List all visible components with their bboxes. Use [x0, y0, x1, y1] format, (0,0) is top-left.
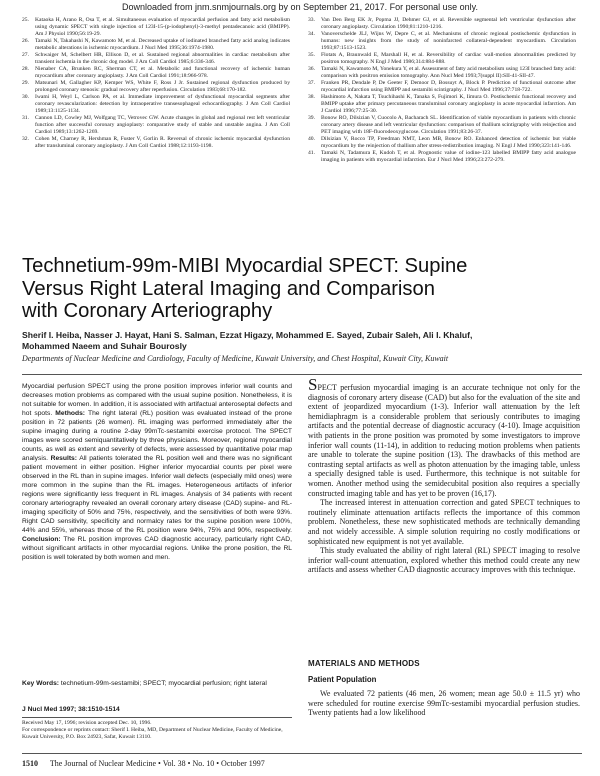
reference-number: 37. [308, 80, 315, 86]
reference-item [22, 136, 290, 150]
reference-item [308, 31, 576, 52]
reference-item [308, 17, 576, 31]
abstract-conclusion: The RL position improves CAD diagnostic accuracy, particularly right CAD, without significant artifacts in other myocardial regions. Unlike the prone position, the RL position is well tolerated by both women and men. [22, 536, 292, 562]
paragraph [308, 375, 580, 498]
subsection-heading: Patient Population [308, 675, 377, 684]
methods-text [308, 689, 580, 718]
abstract-intro: Myocardial perfusion SPECT using the prone position improves inferior wall counts and decreases motion problems as compared with the usual supine position. Nonetheless, it is not suitable for women. In addition, it is associated with artifactual anteroseptal defects and hot spots. [22, 383, 292, 418]
reference-text: Dilsizian V, Rocco TP, Freedman NMT, Leon MB, Bonow RO. Enhanced detection of ischemic but viable myocardium by the reinjection of thallium after stress-redistribution imaging. N Engl J Med 1990;323:141-146. [321, 136, 576, 149]
paragraph: This study evaluated the ability of right lateral (RL) SPECT imaging to resolve inferior wall-count attenuation, explored whether this method could create any new artifacts and assess whether CAD diagnostic accuracy improves with this technique. [308, 546, 580, 575]
reference-item [308, 80, 576, 94]
reference-number: 31. [22, 115, 29, 121]
header-divider [22, 374, 582, 375]
reference-text: Tamaki N, Kawamoto M, Yonekura Y, et al. Assessment of fatty acid metabolism using 123I branched fatty acid: comparison with positron emission tomography. Ann Nucl Med 1993;7(suppl II):SII-41-SII-47. [321, 66, 576, 79]
reference-item [22, 94, 290, 115]
page-footer [22, 759, 582, 768]
title-line: with Coronary Arteriography [22, 300, 273, 322]
footer-divider [22, 753, 582, 754]
abstract [22, 382, 292, 562]
reference-item [308, 52, 576, 66]
keywords-label: Key Words: [22, 680, 60, 687]
reference-item [22, 115, 290, 136]
reference-item [308, 136, 576, 150]
reference-text: Kataoka H, Arano R, Osa T, et al. Simultaneous evaluation of myocardial perfusion and fatty acid metabolism using dynamic SPECT with single injection of 123I-15-(p-iodophenyl)-3-methyl pentadecanoic acid (BMIPP). Am J Physiol 1990;56:19-29. [35, 17, 290, 37]
authors-line-2: Mohammed Naeem and Suhair Bourosly [22, 340, 187, 351]
download-banner: Downloaded from jnm.snmjournals.org by on September 21, 2017. For personal use only. [121, 2, 479, 12]
abstract-conclusion-label: Conclusion: [22, 536, 61, 544]
drop-cap: S [308, 375, 318, 394]
paragraph-text: PECT perfusion myocardial imaging is an accurate technique not only for the diagnosis of coronary artery disease (CAD) but also for the evaluation of the site and extent of jeopardized myocardium (1-3). Inferior wall attenuation by the left hemidiaphragm is a considerable problem that seriously contributes to imaging artifacts and the potential decrease of diagnostic accuracy (4-10). Image acquisition with patients in the prone position was promoted by some investigators to improve inferior wall counts (11-14), in addition to reducing motion problems when patients are unable to tolerate the supine position (13). The drawbacks of this method are contrasting septal artifacts as well as photon attenuation by the imaging table, unless a specially designed table is used. Furthermore, this technique is not suitable for women. Another method using the semidecubital position also requires a specially constructed imaging table and has yet to be proven (16,17). [308, 383, 580, 498]
reference-text: Vanoverschelde JLJ, Wijns W, Depre C, et al. Mechanisms of chronic regional postischemic dysfunction in humans: new insights from the study of noninfarcted collateral-dependent myocardium. Circulation 1993;87:1513-1523. [321, 31, 576, 51]
reference-number: 38. [308, 94, 315, 100]
reference-text: Tamaki N, Takahashi N, Kawamoto M, et al. Decreased uptake of iodinated branched fatty acid analog indicates metabolic alterations in ischemic myocardium. J Nucl Med 1995;36:1974-1980. [35, 38, 290, 51]
reference-number: 41. [308, 150, 315, 156]
reference-text: Franken PR, Dendale P, De Geeter F, Demoor D, Bossuyt A, Block P. Prediction of functional outcome after myocardial infarction using BMIPP and sestamibi scintigraphy. J Nucl Med 1996;37:718-722. [321, 80, 576, 93]
reference-item [308, 66, 576, 80]
authors-line-1: Sherif I. Heiba, Nasser J. Hayat, Hani S. Salman, Ezzat Higazy, Mohammed E. Sayed, Zubair Saleh, Ali I. Khaluf, [22, 330, 473, 340]
reference-text: Cohen M, Charney R, Hershman R, Fuster V, Gorlin R. Reversal of chronic ischemic myocardial dysfunction after transluminal coronary angioplasty. J Am Coll Cardiol 1988;12:1193-1198. [35, 136, 290, 149]
reference-text: Hashimoto A, Nakata T, Tsuchihashi K, Tanaka S, Fujimori K, Iimura O. Postischemic functional recovery and BMIPP uptake after primary percutaneous transluminal coronary angioplasty in acute myocardial infarction. Am J Cardiol 1996;77:25-30. [321, 94, 576, 114]
title-line: Technetium-99m-MIBI Myocardial SPECT: Supine [22, 255, 468, 277]
reference-number: 39. [308, 115, 315, 121]
abstract-results-label: Results: [50, 455, 77, 463]
paragraph: We evaluated 72 patients (46 men, 26 women; mean age 50.0 ± 11.5 yr) who were scheduled for routine exercise 99mTc-sestamibi myocardial perfusion studies. Twenty patients had a low likelihood [308, 689, 580, 718]
reference-item [22, 52, 290, 66]
reference-number: 26. [22, 38, 29, 44]
reference-text: Tamaki N, Tadamura E, Kudoh T, et al. Prognostic value of iodine-123 labelled BMIPP fatty acid analogue imaging in patients with myocardial infarction. Eur J Nucl Med 1996;23:272-279. [321, 150, 576, 163]
reference-text: Matsunari M, Gallagher KP, Kemper WS, White F, Ross J Jr. Sustained regional dysfunction produced by prolonged coronary stenosis: gradual recovery after reperfusion. Circulation 1983;68:170-182. [35, 80, 290, 93]
abstract-methods-label: Methods: [55, 410, 86, 418]
reference-number: 29. [22, 80, 29, 86]
reference-number: 28. [22, 66, 29, 72]
reference-number: 36. [308, 66, 315, 72]
reference-list-right [308, 17, 576, 164]
reference-number: 25. [22, 17, 29, 23]
reference-text: Van Den Berg EK Jr, Popma JJ, Dehmer GJ, et al. Reversible segmental left ventricular dysfunction after coronary angioplasty. Circulation 1990;81:1210-1216. [321, 17, 576, 30]
footnote-divider [22, 717, 292, 718]
reference-number: 40. [308, 136, 315, 142]
reference-item [308, 94, 576, 115]
reference-number: 33. [308, 17, 315, 23]
reference-item [22, 66, 290, 80]
keywords-text: technetium-99m-sestamibi; SPECT; myocardial perfusion; right lateral [60, 680, 267, 687]
reference-item [308, 115, 576, 136]
footnote [22, 720, 292, 741]
keywords [22, 679, 292, 688]
citation: J Nucl Med 1997; 38:1510-1514 [22, 706, 120, 713]
introduction-text [308, 375, 580, 575]
paragraph: The increased interest in attenuation correction and gated SPECT techniques to routinely eliminate attenuation artifacts reflects the importance of this common problem. Nonetheless, these new sophisticated methods are technically demanding and not widely accessible. A simple solution requiring no costly modifications or sophisticated new equipment is not yet available. [308, 498, 580, 546]
reference-text: Flotats A, Braunwald E, Marshall H, et al. Reversibility of cardiac wall-motion abnormalities predicted by positron tomography. N Engl J Med 1986;314:884-888. [321, 52, 576, 65]
footnote-reprint: For correspondence or reprints contact: Sherif I. Heiba, MD, Department of Nuclear Medicine, Faculty of Medicine, Kuwait University, P.O. Box 24923, Safat, Kuwait 13110. [22, 727, 283, 740]
reference-text: Cannon LD, Cowley MJ, Wolfgang TC, Vetrovec GW. Acute changes in global and regional rest left ventricular function after successful coronary angioplasty: comparative study of stable and unstable angina. J Am Coll Cardiol 1989;13:1262-1269. [35, 115, 290, 135]
reference-item [22, 17, 290, 38]
author-list [22, 330, 582, 351]
reference-item [22, 80, 290, 94]
journal-info: The Journal of Nuclear Medicine • Vol. 38 • No. 10 • October 1997 [49, 759, 265, 768]
reference-number: 30. [22, 94, 29, 100]
article-title [22, 255, 582, 323]
reference-text: Bonow RO, Dilsizian V, Cuocolo A, Bacharach SL. Identification of viable myocardium in patients with chronic coronary artery disease and left ventricular dysfunction: comparison of thallium scintigraphy with reinjection and PET imaging with 18F-fluorodeoxyglucose. Circulation 1991;83:26-37. [321, 115, 576, 135]
reference-item [308, 150, 576, 164]
reference-number: 35. [308, 52, 315, 58]
abstract-results: All patients tolerated the RL position well and there was no significant patient movement in either position. Higher inferior myocardial counts per pixel were observed in the RL than in supine images. Inferior wall defects (especially mild ones) were more common in the supine than the RL images. Heterogeneous artifacts of inferior regions were significantly less frequent in RL images. Analysis of 34 patients with recent coronary arteriography revealed an overall coronary artery disease (CAD) supine- and RL-imaging specificity of 50% and 75%, respectively, and the sensitivities of both were 93%. Right CAD sensitivity, specificity and normalcy rates for the supine position were 100%, 44% and 55%, whereas those of the RL position were 94%, 75% and 90%, respectively. [22, 455, 292, 535]
title-line: Versus Right Lateral Imaging and Comparison [22, 277, 435, 300]
reference-number: 32. [22, 136, 29, 142]
reference-number: 27. [22, 52, 29, 58]
reference-number: 34. [308, 31, 315, 37]
reference-item [22, 38, 290, 52]
reference-text: Schwaiger M, Schelbert HR, Ellison D, et al. Sustained regional abnormalities in cardiac metabolism after transient ischemia in the chronic dog model. J Am Coll Cardiol 1985;6:336-346. [35, 52, 290, 65]
reference-list-left [22, 17, 290, 150]
footnote-received: Received May 17, 1996; revision accepted Dec. 10, 1996. [22, 720, 152, 726]
abstract-methods: The right lateral (RL) position was evaluated instead of the prone position in 72 patients (26 women). RL imaging was performed immediately after the supine imaging during a routine 2-day 99mTc-sestamibi exercise protocol. The SPECT images were scored semiquantitatively by three physicians. Moreover, regional myocardial counts, as well as extent and severity of defects, were assessed by quantitative polar map analysis. [22, 410, 292, 463]
reference-text: Nienaber CA, Brunken RC, Sherman CT, et al. Metabolic and functional recovery of ischemic human myocardium after coronary angioplasty. J Am Coll Cardiol 1991;18:966-978. [35, 66, 290, 79]
affiliation: Departments of Nuclear Medicine and Cardiology, Faculty of Medicine, Kuwait University, and Chest Hospital, Kuwait City, Kuwait [22, 354, 449, 363]
section-heading: MATERIALS AND METHODS [308, 659, 420, 668]
reference-text: Iwami H, Weyl L, Carlson PA, et al. Immediate improvement of dysfunctional myocardial segments after coronary revascularization: detection by intraoperative transesophageal echocardiography. J Am Coll Cardiol 1989;13:1125-1134. [35, 94, 290, 114]
page-number: 1510 [22, 759, 38, 768]
